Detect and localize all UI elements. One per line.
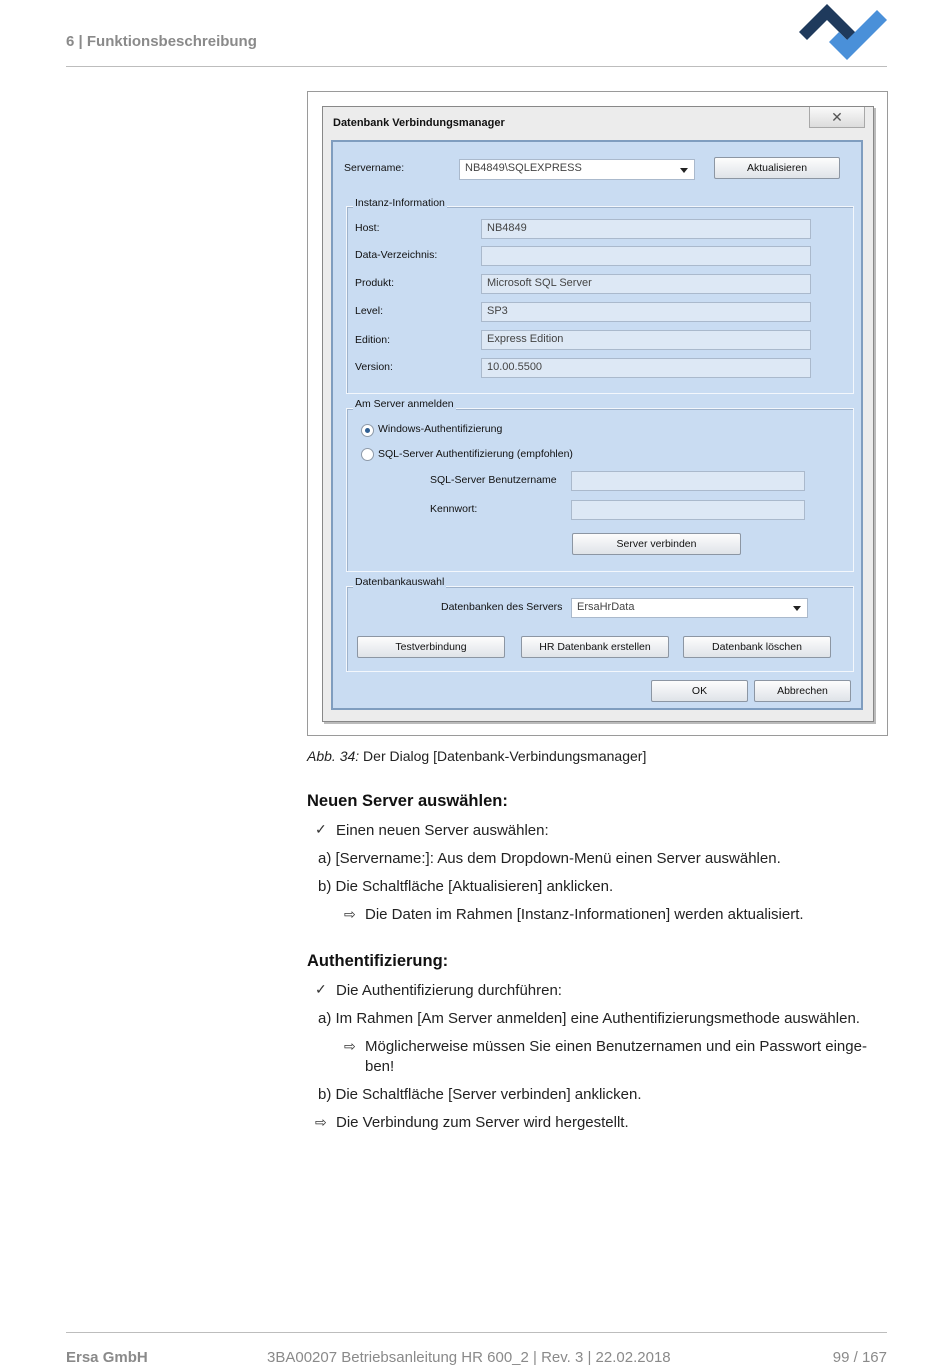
footer-page-number: 99 / 167: [832, 1349, 887, 1366]
level-label: Level:: [355, 305, 384, 317]
result-arrow-icon: ⇨: [315, 1114, 327, 1130]
footer-document: 3BA00207 Betriebsanleitung HR 600_2 | Rev. 3 | 22.02.2018: [267, 1349, 671, 1366]
ersa-logo: [799, 2, 887, 60]
level-field: SP3: [481, 302, 811, 322]
db-value: ErsaHrData: [577, 601, 635, 613]
footer-company: Ersa GmbH: [66, 1349, 148, 1366]
db-list-label: Datenbanken des Servers: [441, 601, 563, 613]
datadir-field: [481, 246, 811, 266]
checkmark-icon: ✓: [315, 981, 327, 997]
page-header: [66, 30, 887, 66]
figure-caption: [307, 748, 646, 764]
product-field: Microsoft SQL Server: [481, 274, 811, 294]
db-group-title: Datenbankauswahl: [355, 576, 445, 588]
section2-check: Die Authentifizierung durchführen:: [336, 982, 562, 999]
section2-result-final: Die Verbindung zum Server wird hergestellt.: [336, 1114, 629, 1131]
delete-db-button[interactable]: Datenbank löschen: [683, 636, 831, 658]
test-connection-button[interactable]: Testverbindung: [357, 636, 505, 658]
section1-step-b: b) Die Schaltfläche [Aktualisieren] anklicken.: [318, 878, 614, 895]
connect-server-button[interactable]: Server verbinden: [572, 533, 741, 555]
db-dropdown[interactable]: [571, 598, 808, 618]
radio-windows-auth[interactable]: [361, 424, 374, 437]
section2-step-a: a) Im Rahmen [Am Server anmelden] eine Authentifizierungsmethode auswählen.: [318, 1010, 860, 1027]
chapter-title: 6 | Funktionsbeschreibung: [66, 33, 257, 50]
servername-value: NB4849\SQLEXPRESS: [465, 162, 582, 174]
refresh-button[interactable]: Aktualisieren: [714, 157, 840, 179]
result-arrow-icon: ⇨: [344, 906, 356, 922]
section1-step-a: a) [Servername:]: Aus dem Dropdown-Menü einen Server auswählen.: [318, 850, 781, 867]
chevron-down-icon: [680, 168, 688, 173]
password-label: Kennwort:: [430, 503, 478, 515]
section2-result-a-line2: ben!: [365, 1058, 395, 1075]
password-input[interactable]: [571, 500, 805, 520]
cancel-button[interactable]: Abbrechen: [754, 680, 851, 702]
close-icon: ✕: [831, 108, 843, 125]
edition-field: Express Edition: [481, 330, 811, 350]
servername-dropdown[interactable]: [459, 159, 695, 180]
chevron-down-icon: [793, 606, 801, 611]
version-field: 10.00.5500: [481, 358, 811, 378]
instance-group-title: Instanz-Information: [355, 197, 445, 209]
footer-rule: [66, 1332, 887, 1333]
result-arrow-icon: ⇨: [344, 1038, 356, 1054]
radio-sql-label: SQL-Server Authentifizierung (empfohlen): [378, 448, 573, 460]
dialog-body: [331, 140, 863, 710]
host-field: NB4849: [481, 219, 811, 239]
section2-result-a-line1: Möglicherweise müssen Sie einen Benutzernamen und ein Passwort einge-: [365, 1038, 867, 1055]
header-rule: [66, 66, 887, 67]
sql-user-input[interactable]: [571, 471, 805, 491]
host-label: Host:: [355, 222, 380, 234]
db-connection-dialog: [322, 106, 874, 722]
close-button[interactable]: [809, 107, 865, 128]
caption-prefix: Abb. 34:: [307, 748, 360, 764]
figure-frame: [307, 91, 888, 736]
edition-label: Edition:: [355, 334, 391, 346]
caption-text: Der Dialog [Datenbank-Verbindungsmanager]: [363, 748, 647, 764]
version-label: Version:: [355, 361, 393, 373]
product-label: Produkt:: [355, 277, 395, 289]
sql-user-label: SQL-Server Benutzername: [430, 474, 557, 486]
datadir-label: Data-Verzeichnis:: [355, 249, 438, 261]
dialog-title: Datenbank Verbindungsmanager: [333, 117, 505, 129]
section1-result: Die Daten im Rahmen [Instanz-Informationen] werden aktualisiert.: [365, 906, 804, 923]
login-group-title: Am Server anmelden: [355, 398, 454, 410]
radio-windows-label: Windows-Authentifizierung: [378, 423, 503, 435]
section1-check: Einen neuen Server auswählen:: [336, 822, 549, 839]
section-heading-server: Neuen Server auswählen:: [307, 792, 508, 810]
checkmark-icon: ✓: [315, 821, 327, 837]
create-db-button[interactable]: HR Datenbank erstellen: [521, 636, 669, 658]
ok-button[interactable]: OK: [651, 680, 748, 702]
section-heading-auth: Authentifizierung:: [307, 952, 449, 970]
servername-label: Servername:: [344, 162, 405, 174]
section2-step-b: b) Die Schaltfläche [Server verbinden] anklicken.: [318, 1086, 642, 1103]
radio-sql-auth[interactable]: [361, 448, 374, 461]
